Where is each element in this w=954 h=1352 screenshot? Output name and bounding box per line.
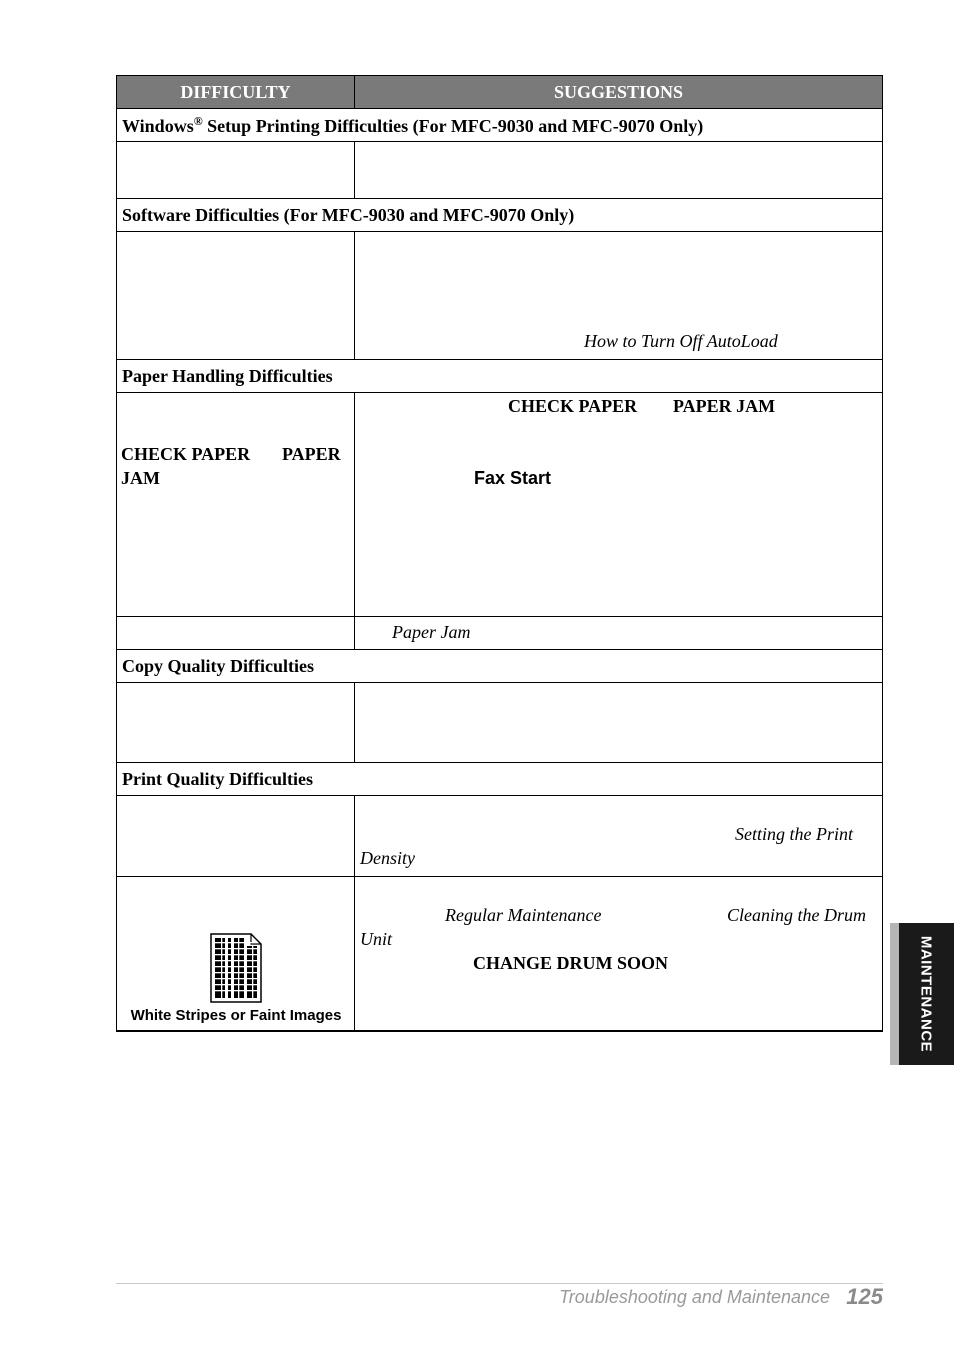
reference-regular-maintenance: Regular Maintenance [445, 905, 602, 925]
reference-autoload: How to Turn Off AutoLoad [584, 331, 778, 351]
table-row [117, 796, 882, 877]
section-title: Print Quality Difficulties [122, 768, 313, 789]
page-number: 125 [846, 1284, 883, 1309]
section-print-quality [117, 763, 882, 796]
footer-chapter: Troubleshooting and Maintenance [559, 1287, 830, 1307]
reference-setting-print: Setting the Print [735, 824, 853, 844]
fax-start-key: Fax Start [474, 468, 552, 488]
side-tab-label: MAINTENANCE [917, 935, 935, 1053]
image-caption: White Stripes or Faint Images [130, 1007, 342, 1024]
reference-paper-jam: Paper Jam [392, 622, 471, 642]
table-row [117, 142, 882, 199]
section-title: Copy Quality Difficulties [122, 655, 314, 676]
header-difficulty: DIFFICULTY [117, 76, 355, 108]
table-header [117, 76, 882, 109]
table-row [117, 232, 882, 360]
table-row [117, 617, 882, 650]
faint-page-icon [210, 933, 262, 1003]
message-change-drum: CHANGE DRUM SOON [473, 953, 669, 973]
message-check-paper: CHECK PAPER [121, 444, 251, 464]
section-windows-setup [117, 109, 882, 142]
reference-density: Density [360, 848, 415, 868]
section-copy-quality [117, 650, 882, 683]
table-row [117, 877, 882, 1030]
header-suggestions: SUGGESTIONS [553, 81, 684, 102]
troubleshooting-table [116, 75, 883, 1032]
section-title: Windows® Setup Printing Difficulties (For MFC-9030 and MFC-9070 Only) [122, 113, 704, 136]
message-paper-jam: PAPER JAM [673, 396, 776, 416]
table-row [117, 393, 882, 617]
message-jam: JAM [121, 468, 160, 488]
message-paper: PAPER [282, 444, 341, 464]
message-check-paper: CHECK PAPER [508, 396, 638, 416]
section-software [117, 199, 882, 232]
section-title: Software Difficulties (For MFC-9030 and MFC-9070 Only) [122, 204, 575, 225]
reference-unit: Unit [360, 929, 393, 949]
footer-divider [116, 1283, 883, 1284]
section-paper-handling [117, 360, 882, 393]
section-title: Paper Handling Difficulties [122, 365, 333, 386]
reference-cleaning-drum: Cleaning the Drum [727, 905, 866, 925]
table-row [117, 683, 882, 763]
